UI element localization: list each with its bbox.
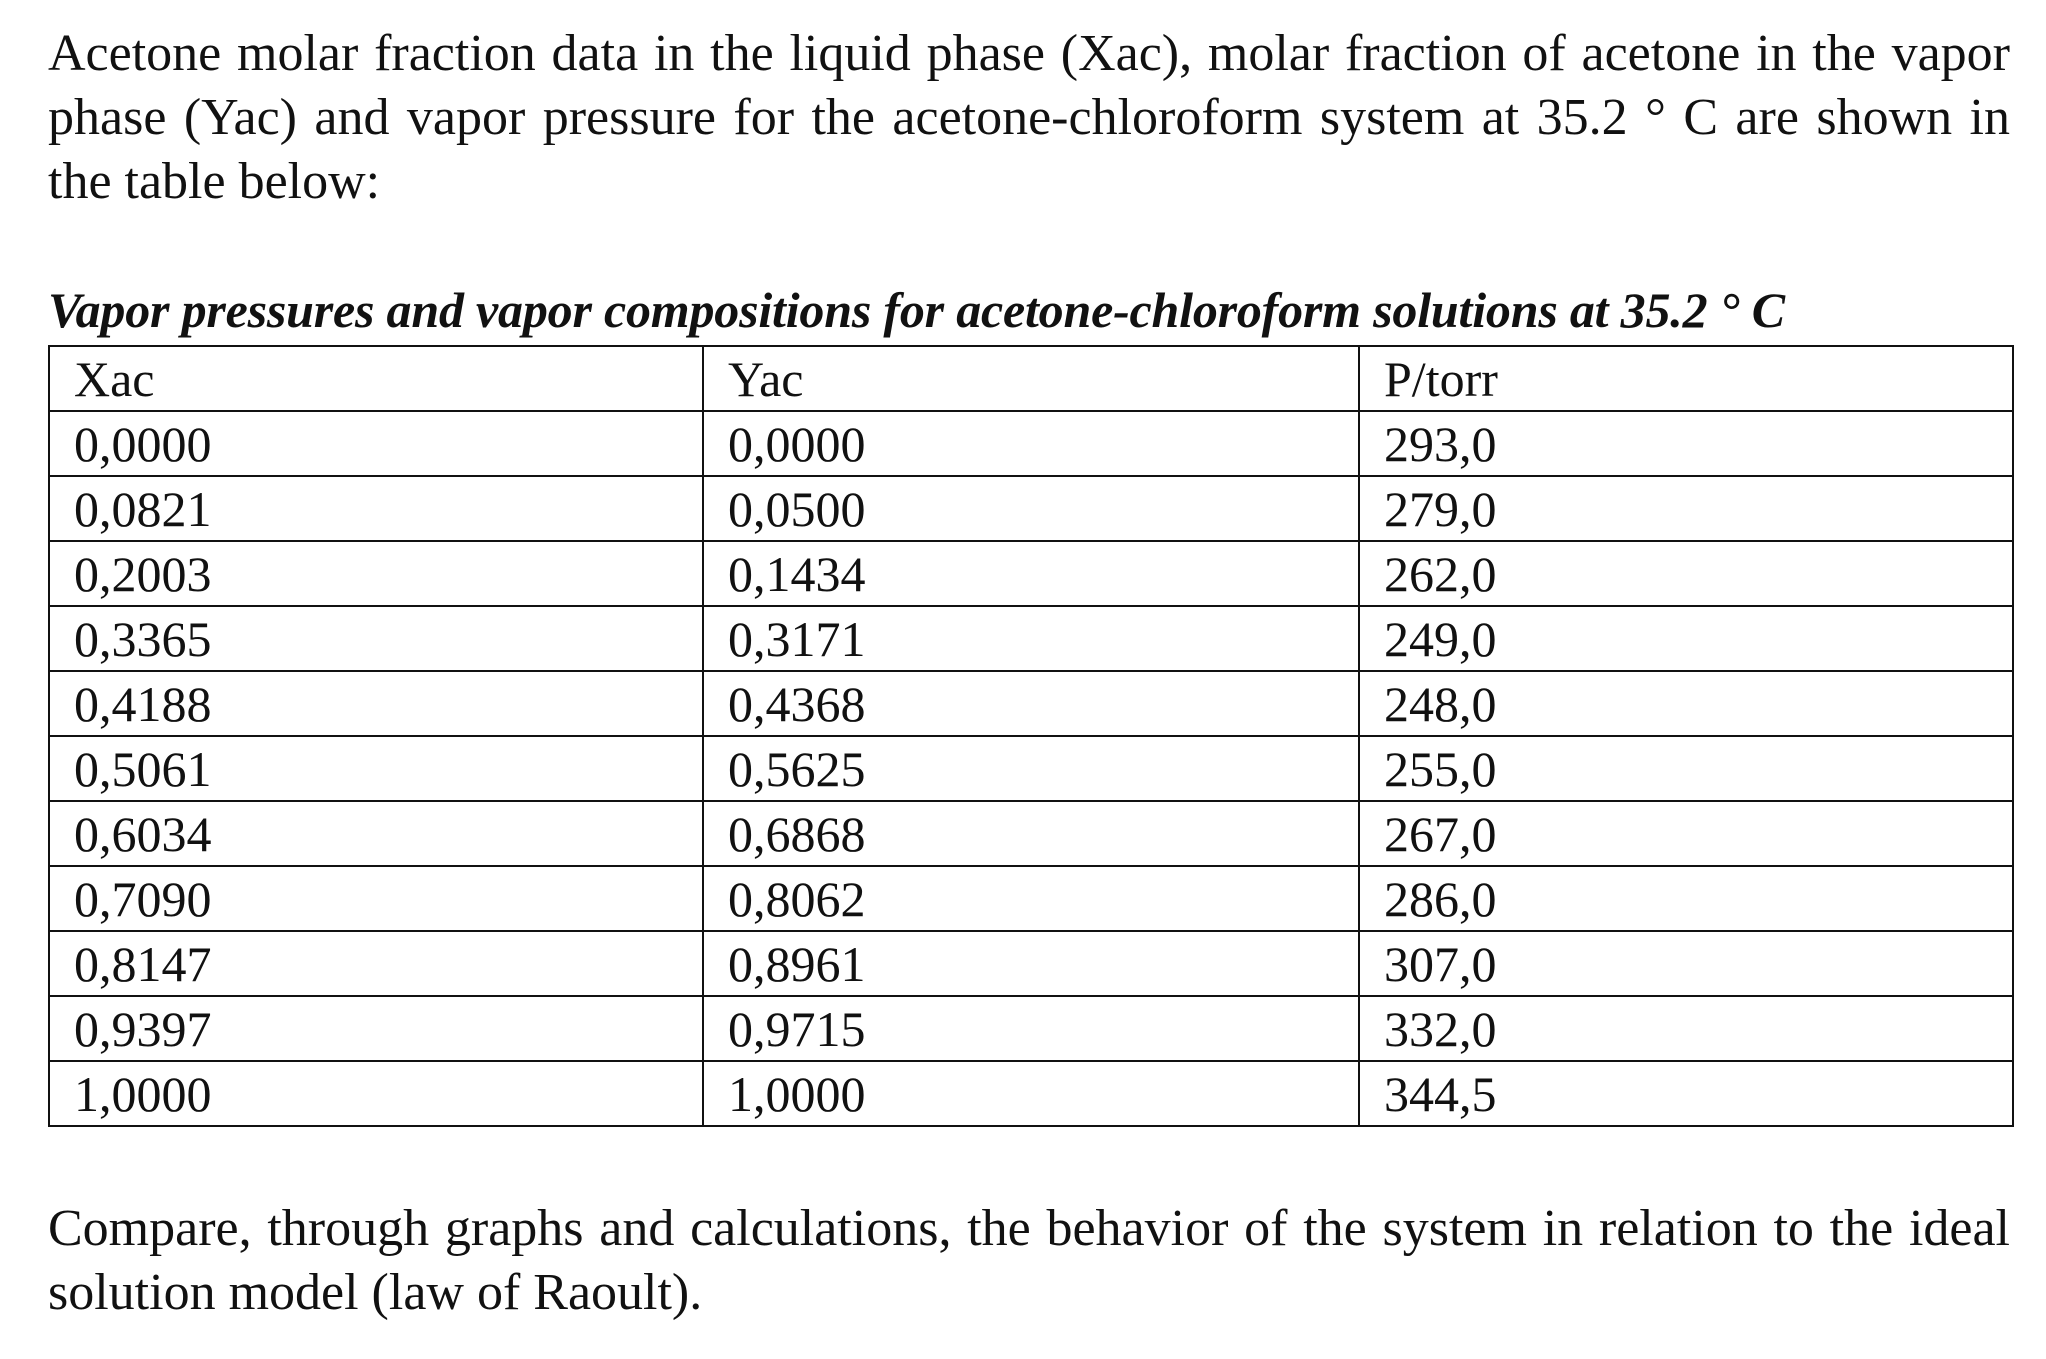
header-yac: Yac xyxy=(703,346,1359,411)
cell-pressure: 286,0 xyxy=(1359,866,2013,931)
cell-xac: 1,0000 xyxy=(49,1061,703,1126)
intro-paragraph: Acetone molar fraction data in the liquid phase (Xac), molar fraction of acetone in the vapor phase (Yac) and vapor pressure for the acetone-chloroform system at 35.2 ° C are shown in the table below: xyxy=(48,25,2010,210)
table-row xyxy=(49,736,2013,801)
cell-yac: 0,0500 xyxy=(703,476,1359,541)
table-row xyxy=(49,801,2013,866)
cell-pressure: 267,0 xyxy=(1359,801,2013,866)
header-pressure: P/torr xyxy=(1359,346,2013,411)
cell-xac: 0,3365 xyxy=(49,606,703,671)
cell-yac: 0,4368 xyxy=(703,671,1359,736)
cell-xac: 0,6034 xyxy=(49,801,703,866)
table-row xyxy=(49,671,2013,736)
table-row xyxy=(49,541,2013,606)
cell-yac: 0,8961 xyxy=(703,931,1359,996)
cell-yac: 0,6868 xyxy=(703,801,1359,866)
question-paragraph: Compare, through graphs and calculations, the behavior of the system in relation to the ideal solution model (law of Raoult). xyxy=(48,1200,2010,1321)
cell-yac: 0,1434 xyxy=(703,541,1359,606)
table-caption: Vapor pressures and vapor compositions for acetone-chloroform solutions at 35.2 ° C xyxy=(48,282,1785,338)
cell-xac: 0,8147 xyxy=(49,931,703,996)
table-row xyxy=(49,476,2013,541)
cell-yac: 0,8062 xyxy=(703,866,1359,931)
table-row xyxy=(49,1061,2013,1126)
cell-pressure: 249,0 xyxy=(1359,606,2013,671)
cell-pressure: 262,0 xyxy=(1359,541,2013,606)
cell-pressure: 279,0 xyxy=(1359,476,2013,541)
cell-yac: 0,9715 xyxy=(703,996,1359,1061)
cell-yac: 1,0000 xyxy=(703,1061,1359,1126)
table-header-row xyxy=(49,346,2013,411)
cell-xac: 0,9397 xyxy=(49,996,703,1061)
cell-pressure: 344,5 xyxy=(1359,1061,2013,1126)
cell-xac: 0,0821 xyxy=(49,476,703,541)
cell-yac: 0,5625 xyxy=(703,736,1359,801)
cell-pressure: 248,0 xyxy=(1359,671,2013,736)
table-row xyxy=(49,996,2013,1061)
cell-pressure: 307,0 xyxy=(1359,931,2013,996)
cell-yac: 0,3171 xyxy=(703,606,1359,671)
header-xac: Xac xyxy=(49,346,703,411)
cell-xac: 0,4188 xyxy=(49,671,703,736)
table-row xyxy=(49,931,2013,996)
cell-pressure: 255,0 xyxy=(1359,736,2013,801)
table-row xyxy=(49,411,2013,476)
table-row xyxy=(49,866,2013,931)
cell-pressure: 293,0 xyxy=(1359,411,2013,476)
cell-xac: 0,5061 xyxy=(49,736,703,801)
cell-xac: 0,7090 xyxy=(49,866,703,931)
cell-xac: 0,2003 xyxy=(49,541,703,606)
cell-xac: 0,0000 xyxy=(49,411,703,476)
cell-pressure: 332,0 xyxy=(1359,996,2013,1061)
vapor-data-table xyxy=(48,345,2014,1127)
cell-yac: 0,0000 xyxy=(703,411,1359,476)
table-row xyxy=(49,606,2013,671)
